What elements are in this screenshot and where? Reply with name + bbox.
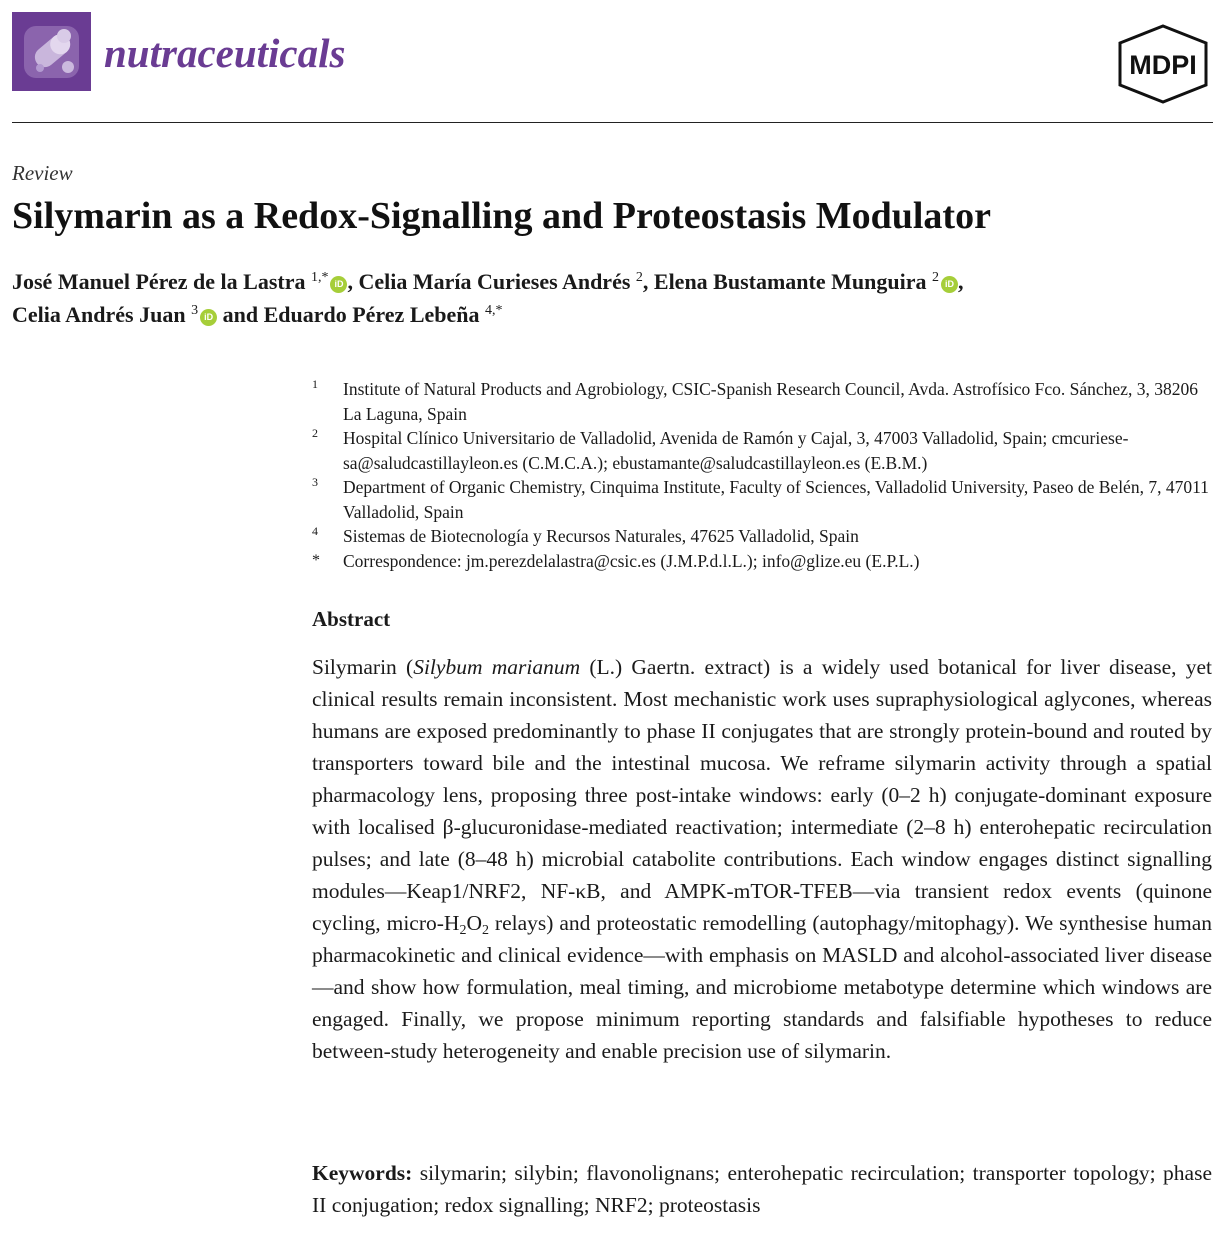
abstract-text: O (466, 911, 482, 935)
abstract-text: (L.) Gaertn. extract) is a widely used botanical for liver disease, yet clinical results remain inconsistent. Most mechanistic work uses supraphysiological aglycones, whereas humans are exposed predominantly to phase II conjugates that are strongly protein-bound and routed by transporters toward bile and the intestinal mucosa. We reframe silymarin activity through a spatial pharmacology lens, proposing three post-intake windows: early (0–2 h) conjugate-dominant exposure with localised β-glucuronidase-mediated reactivation; intermediate (2–8 h) enterohepatic recirculation pulses; and late (8–48 h) microbial catabolite contributions. Each window engages distinct signalling modules—Keap1/NRF2, NF-κB, and AMPK-mTOR-TFEB—via transient redox events (quinone cycling, micro-H (312, 655, 1212, 935)
affiliation-text: Department of Organic Chemistry, Cinquima Institute, Faculty of Sciences, Valladolid University, Paseo de Belén, 7, 47011 Valladolid, Spain (343, 477, 1209, 522)
affiliation-list (312, 377, 1212, 573)
author-affil-marker: 2 (635, 270, 643, 285)
correspondence-text: Correspondence: jm.perezdelalastra@csic.es (J.M.P.d.l.L.); info@glize.eu (E.P.L.) (343, 550, 920, 571)
author-conjunction: and (222, 302, 259, 327)
author-name[interactable]: Celia María Curieses Andrés (358, 269, 631, 294)
subscript: 2 (459, 923, 467, 938)
orcid-icon[interactable]: iD (941, 276, 958, 293)
affiliation-text: Hospital Clínico Universitario de Valladolid, Avenida de Ramón y Cajal, 3, 47003 Valladolid, Spain; cmcuriese-sa@saludcastillayleon.es (C.M.C.A.); ebustamante@saludcastillayleon.es (E.B.M.) (343, 428, 1129, 473)
author-affil-marker: 4,* (485, 303, 503, 318)
affiliation-item (312, 426, 1212, 475)
author-list: José Manuel Pérez de la Lastra $^{1,*}$ iD , Celia María Curieses Andrés $^2$, Elena Bustamante Munguira $^2$ iD , Celia Andrés Juan $^3$ iD and Eduardo Pérez Lebeña $^{4,*}$ (12, 269, 964, 327)
correspondence-marker: * (312, 551, 320, 569)
article-title: Silymarin as a Redox-Signalling and Proteostasis Modulator (12, 195, 991, 237)
affiliation-marker: 1 (312, 377, 318, 391)
keywords-label: Keywords: (312, 1161, 413, 1185)
header-divider (12, 122, 1213, 123)
journal-logo-icon (12, 12, 91, 91)
subscript: 2 (481, 923, 489, 938)
abstract-body (312, 651, 1212, 1067)
species-name: Silybum marianum (413, 655, 581, 679)
affiliation-item (312, 475, 1212, 524)
author-name[interactable]: José Manuel Pérez de la Lastra (12, 269, 306, 294)
abstract-heading: Abstract (312, 607, 391, 631)
orcid-icon[interactable]: iD (330, 276, 347, 293)
author-affil-marker: 2 (931, 270, 939, 285)
journal-header (12, 12, 1212, 94)
article-type: Review (12, 161, 73, 185)
affiliation-item (312, 524, 1212, 549)
affiliation-text: Institute of Natural Products and Agrobiology, CSIC-Spanish Research Council, Avda. Astrofísico Fco. Sánchez, 3, 38206 La Laguna, Spain (343, 379, 1198, 424)
affiliation-marker: 2 (312, 426, 318, 440)
affiliation-item (312, 377, 1212, 426)
abstract-text: relays) and proteostatic remodelling (autophagy/mitophagy). We synthesise human pharmacokinetic and clinical evidence—with emphasis on MASLD and alcohol-associated liver disease—and show how formulation, meal timing, and microbiome metabotype determine which windows are engaged. Finally, we propose minimum reporting standards and falsifiable hypotheses to reduce between-study heterogeneity and enable precision use of silymarin. (312, 911, 1212, 1063)
author-affil-marker: 1,* (310, 270, 329, 285)
journal-name: nutraceuticals (104, 30, 346, 76)
affiliation-marker: 4 (312, 524, 318, 538)
author-name[interactable]: Eduardo Pérez Lebeña (263, 302, 480, 327)
author-name[interactable]: Celia Andrés Juan (12, 302, 186, 327)
affiliation-text: Sistemas de Biotecnología y Recursos Naturales, 47625 Valladolid, Spain (343, 526, 859, 546)
author-name[interactable]: Elena Bustamante Munguira (653, 269, 927, 294)
keywords-section (312, 1157, 1212, 1221)
abstract-text: Silymarin ( (312, 655, 414, 679)
keywords-text: silymarin; silybin; flavonolignans; enterohepatic recirculation; transporter topology; phase II conjugation; redox signalling; NRF2; proteostasis (312, 1161, 1213, 1217)
author-affil-marker: 3 (191, 303, 199, 318)
mdpi-logo-text: MDPI (1129, 50, 1197, 80)
mdpi-logo-icon (1114, 24, 1212, 104)
correspondence-item (312, 549, 1212, 574)
affiliation-marker: 3 (312, 475, 318, 489)
orcid-icon[interactable]: iD (200, 309, 217, 326)
